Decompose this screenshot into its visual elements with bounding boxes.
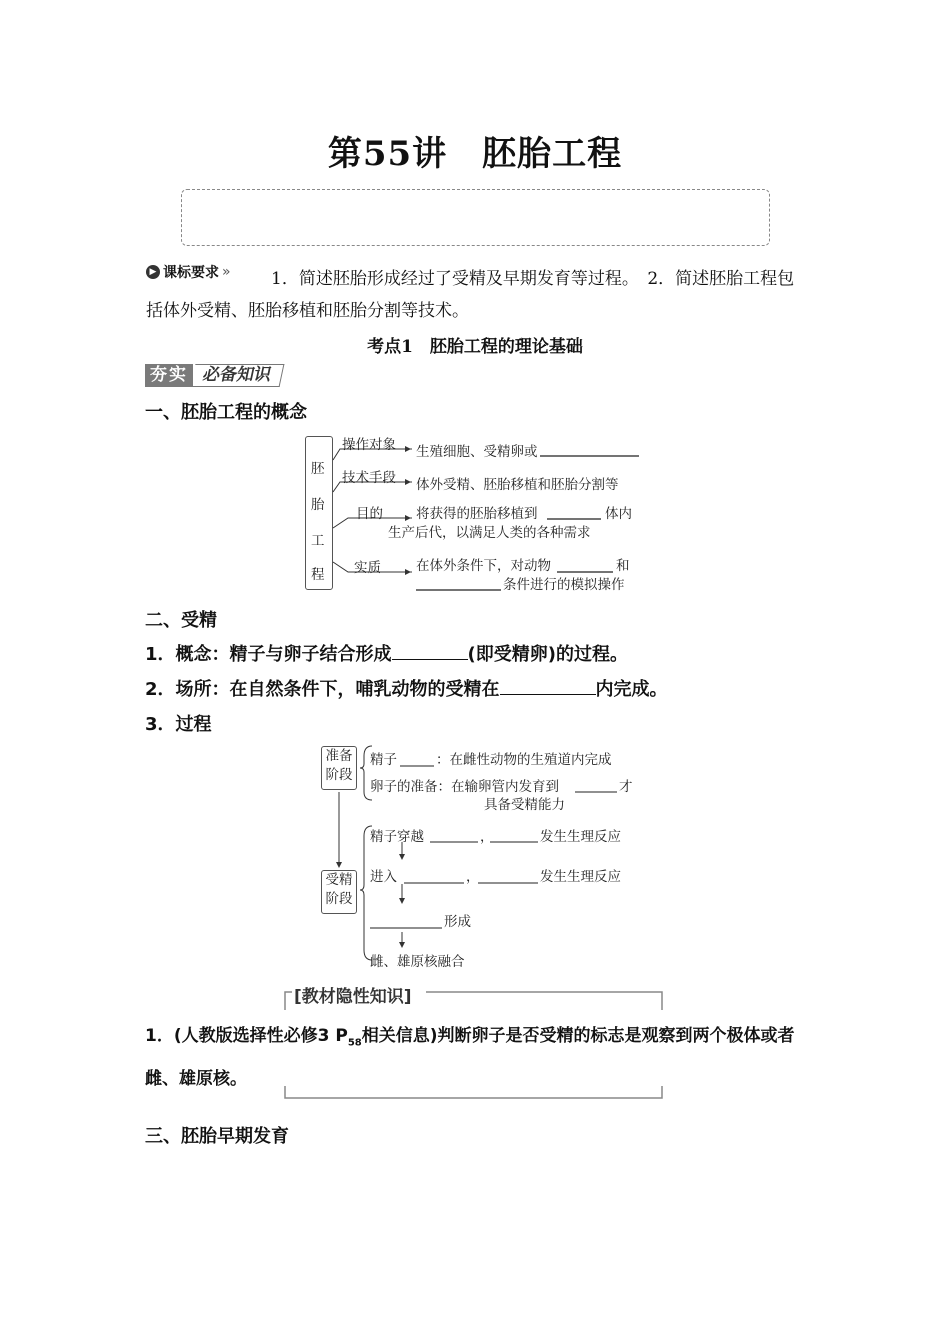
branch-text: 体外受精、胚胎移植和胚胎分割等 xyxy=(416,477,619,493)
branch-text: 在体外条件下，对动物 xyxy=(416,558,551,574)
root-char: 工 xyxy=(311,533,325,549)
sec2-item2 xyxy=(145,675,668,701)
section3-heading: 三、胚胎早期发育 xyxy=(145,1126,289,1147)
sec2-item1 xyxy=(145,640,628,666)
hidden-header xyxy=(294,982,412,1007)
hidden-text-post: 相关信息)判断卵子是否受精的标志是观察到两个极体或者雌、雄原核。 xyxy=(145,1026,795,1090)
root-char: 胎 xyxy=(311,497,325,513)
fert-item-c: 发生生理反应 xyxy=(540,869,621,885)
concept-diagram xyxy=(300,432,660,602)
page-title: 第55讲 胚胎工程 xyxy=(327,134,623,174)
empty-dashed-box xyxy=(181,189,770,246)
fert-item-a: 进入 xyxy=(370,869,397,885)
prep-item-a: 精子 xyxy=(370,752,397,768)
root-char: 程 xyxy=(311,567,325,583)
sec2-item3: 3．过程 xyxy=(145,714,212,735)
branch-text: 生殖细胞、受精卵或 xyxy=(416,444,538,460)
play-icon: ▶ xyxy=(146,265,160,279)
section1-heading: 一、胚胎工程的概念 xyxy=(145,402,307,423)
hidden-text-pre: 1．(人教版选择性必修3 P xyxy=(145,1026,348,1046)
requirements-text: 1．简述胚胎形成经过了受精及早期发育等过程。 2．简述胚胎工程包括体外受精、胚胎移植和胚胎分割等技术。 xyxy=(146,269,795,321)
branch-label: 目的 xyxy=(356,506,383,522)
sec2-item2-post: 内完成。 xyxy=(595,679,668,700)
branch-label: 实质 xyxy=(354,560,381,576)
branch-label: 操作对象 xyxy=(342,437,396,453)
process-diagram xyxy=(318,740,648,972)
branch-text-tail: 体内 xyxy=(605,506,632,522)
bracket-right: ] xyxy=(403,987,412,1007)
branch-text: 将获得的胚胎移植到 xyxy=(416,506,538,522)
prep-stage-box: 准备 阶段 xyxy=(321,746,357,790)
requirements-badge xyxy=(146,262,231,282)
fill-blank xyxy=(392,658,468,660)
hidden-text xyxy=(145,1018,810,1097)
prep-item-a: 卵子的准备：在输卵管内发育到 xyxy=(370,779,559,795)
kuashi-left: 夯实 xyxy=(145,364,193,387)
prep-item-b: ：在雌性动物的生殖道内完成 xyxy=(436,752,612,768)
hidden-text-sub: 58 xyxy=(347,1037,362,1049)
kaodian-heading: 考点1 胚胎工程的理论基础 xyxy=(367,337,583,357)
fert-item-b: ， xyxy=(466,869,480,885)
branch-label: 技术手段 xyxy=(342,470,396,486)
sec2-item1-pre: 1．概念：精子与卵子结合形成 xyxy=(145,644,392,665)
branch-text-tail: 和 xyxy=(616,558,630,574)
requirements-badge-label: 课标要求 xyxy=(163,265,219,281)
root-char: 胚 xyxy=(311,461,325,477)
fert-item-b: ， xyxy=(480,829,494,845)
prep-item-c: 具备受精能力 xyxy=(484,797,565,813)
fert-item-a: 雌、雄原核融合 xyxy=(370,954,465,970)
branch-line2: 生产后代，以满足人类的各种需求 xyxy=(388,525,591,541)
fert-item-c: 发生生理反应 xyxy=(540,829,621,845)
sec2-item1-post: (即受精卵)的过程。 xyxy=(467,644,628,665)
fert-item-a: 精子穿越 xyxy=(370,829,424,845)
section2-heading: 二、受精 xyxy=(145,610,217,631)
fert-item-c: 形成 xyxy=(444,914,471,930)
kuashi-right: 必备知识 xyxy=(191,364,285,387)
fert-stage-box: 受精 阶段 xyxy=(321,870,357,914)
sec2-item2-pre: 2．场所：在自然条件下，哺乳动物的受精在 xyxy=(145,679,500,700)
branch-line2: 条件进行的模拟操作 xyxy=(503,577,625,593)
prep-item-b: 才 xyxy=(619,779,633,795)
double-chevron-icon: » xyxy=(222,264,231,280)
bracket-left: [ xyxy=(294,987,302,1007)
fill-blank xyxy=(500,693,596,695)
hidden-header-label: 教材隐性知识 xyxy=(301,987,404,1007)
kuashi-banner xyxy=(145,364,282,387)
